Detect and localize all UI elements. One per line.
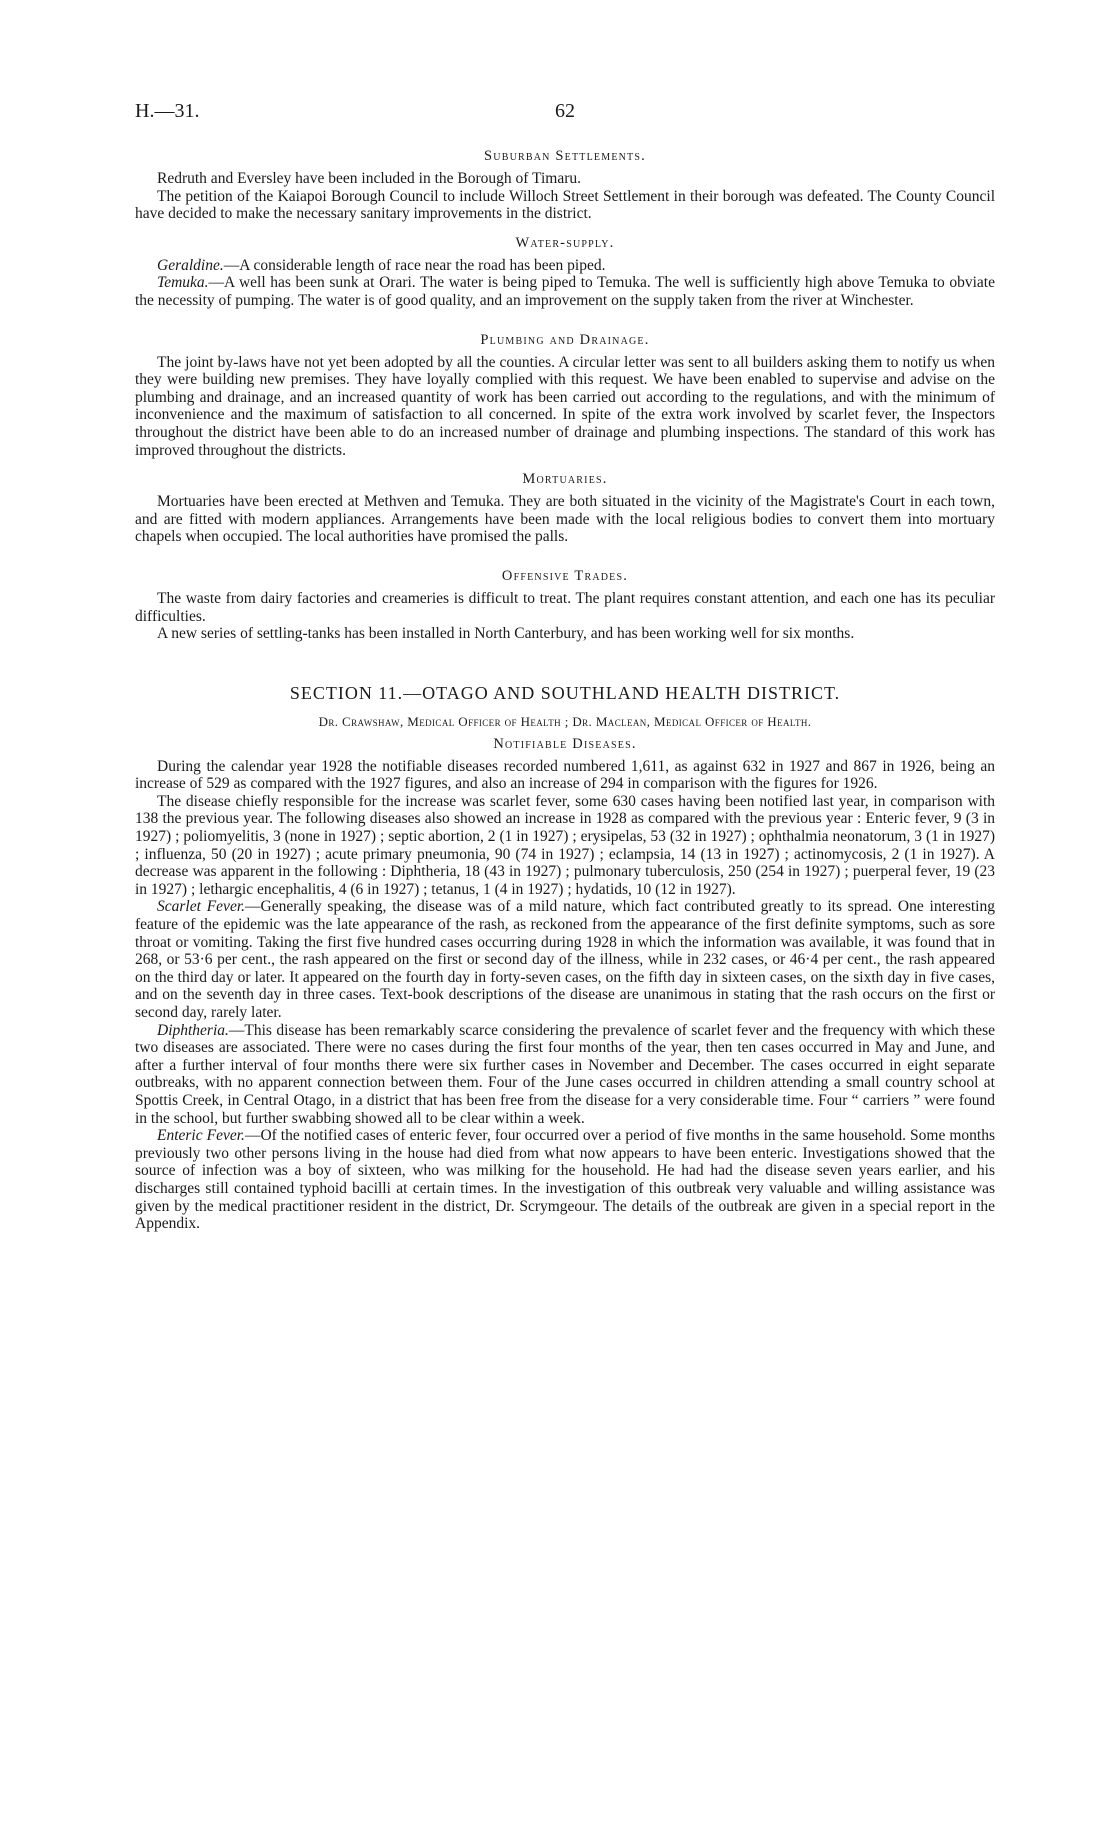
heading-plumbing-drainage: Plumbing and Drainage. — [480, 331, 650, 348]
run-in-heading: Enteric Fever. — [157, 1127, 245, 1145]
paragraph-text: —A well has been sunk at Orari. The water is being piped to Temuka. The well is sufficiently high above Temuka to obviate the necessity of pumping. The water is of good quality, and an improvement on the supply taken from the river at Winchester. — [135, 274, 995, 309]
heading-mortuaries: Mortuaries. — [522, 471, 608, 488]
run-in-heading: Diphtheria. — [157, 1021, 229, 1039]
paragraph-text: —This disease has been remarkably scarce considering the prevalence of scarlet fever and the frequency with which these two diseases are associated. There were no cases during the first four months of the year, then ten cases occurred in May and June, and after a further interval of four months there were six further cases in November and December. The cases occurred in eight separate outbreaks, with no apparent connection between them. Four of the June cases occurred in children attending a small country school at Spottis Creek, in Central Otago, in a district that has been free from the disease for a very considerable time. Four “ carriers ” were found in the school, but further swabbing showed all to be clear within a week. — [135, 1021, 995, 1127]
paragraph — [135, 898, 995, 1021]
heading-offensive-trades: Offensive Trades. — [501, 567, 629, 584]
paragraph: Redruth and Eversley have been included in the Borough of Timaru. — [157, 170, 582, 187]
paragraph: Mortuaries have been erected at Methven and Temuka. They are both situated in the vicinity of the Magistrate's Court in each town, and are fitted with modern appliances. Arrangements have been made with the local religious bodies to convert them into mortuary chapels when occupied. The local authorities have promised the palls. — [135, 493, 995, 546]
paragraph — [135, 257, 995, 275]
paragraph: During the calendar year 1928 the notifiable diseases recorded numbered 1,611, as against 632 in 1927 and 867 in 1926, being an increase of 529 as compared with the 1927 figures, and also an increase of 294 in comparison with the figures for 1926. — [135, 757, 995, 793]
heading-suburban-settlements: Suburban Settlements. — [484, 148, 646, 164]
paragraph: The joint by-laws have not yet been adopted by all the counties. A circular letter was sent to all builders asking them to notify us when they were building new premises. They have loyally complied with this request. We have been enabled to supervise and advise on the plumbing and drainage, and an increased quantity of work has been carried out according to the regulations, and with the minimum of inconvenience and the maximum of satisfaction to all concerned. In spite of the extra work involved by scarlet fever, the Inspectors throughout the district have been able to do an increased number of drainage and plumbing inspections. The standard of this work has improved throughout the districts. — [135, 353, 995, 459]
paragraph-text: —A considerable length of race near the road has been piped. — [223, 256, 606, 274]
running-header — [135, 100, 995, 134]
paragraph-text: —Of the notified cases of enteric fever, four occurred over a period of five months in the same household. Some months previously two other persons living in the house had died from what now appears to have been enteric. Investigations showed that the source of infection was a boy of sixteen, who was milking for the household. He had had the disease seven years earlier, and his discharges still contained typhoid bacilli at certain times. In the investigation of this outbreak very valuable and willing assistance was given by the medical practitioner resident in the district, Dr. Scrymgeour. The details of the outbreak are given in a special report in the Appendix. — [135, 1127, 996, 1233]
paragraph: A new series of settling-tanks has been installed in North Canterbury, and has been working well for six months. — [157, 625, 855, 643]
medical-officers-line: Dr. Crawshaw, Medical Officer of Health ; Dr. Maclean, Medical Officer of Health. — [318, 713, 812, 729]
paragraph: The disease chiefly responsible for the increase was scarlet fever, some 630 cases having been notified last year, in comparison with 138 the previous year. The following diseases also showed an increase in 1928 as compared with the previous year : Enteric fever, 9 (3 in 1927) ; poliomyelitis, 3 (none in 1927) ; septic abortion, 2 (1 in 1927) ; erysipelas, 53 (32 in 1927) ; ophthalmia neonatorum, 3 (1 in 1927) ; influenza, 50 (20 in 1927) ; acute primary pneumonia, 90 (74 in 1927) ; eclampsia, 14 (13 in 1927) ; actinomycosis, 2 (1 in 1927). A decrease was apparent in the following : Diphtheria, 18 (43 in 1927) ; pulmonary tuberculosis, 250 (254 in 1927) ; puerperal fever, 19 (23 in 1927) ; lethargic encephalitis, 4 (6 in 1927) ; tetanus, 1 (4 in 1927) ; hydatids, 10 (12 in 1927). — [135, 792, 995, 898]
heading-water-supply: Water-supply. — [515, 234, 615, 251]
document-page — [135, 0, 995, 1233]
paragraph-text: —Generally speaking, the disease was of a mild nature, which fact contributed greatly to its spread. One interesting feature of the epidemic was the late appearance of the rash, as reckoned from the appearance of the first definite symptoms, such as sore throat or vomiting. Taking the first five hundred cases occurring during 1928 in which the information was available, it was found that in 268, or 53·6 per cent., the rash appeared on the first or second day of the illness, while in 232 cases, or 46·4 per cent., the rash appeared on the third day or later. It appeared on the fourth day in forty-seven cases, on the fifth day in sixteen cases, on the sixth day in five cases, and on the seventh day in three cases. Text-book descriptions of the disease are unanimous in stating that the rash occurs on the first or second day, rarely later. — [135, 898, 995, 1021]
paragraph — [135, 274, 995, 309]
page-number: 62 — [555, 100, 575, 122]
paragraph — [135, 1127, 995, 1233]
run-in-heading: Temuka. — [157, 274, 209, 292]
paragraph: The petition of the Kaiapoi Borough Council to include Willoch Street Settlement in their borough was defeated. The County Council have decided to make the necessary sanitary improvements in the district. — [135, 187, 995, 223]
section-title: SECTION 11.—OTAGO AND SOUTHLAND HEALTH DISTRICT. — [289, 682, 841, 703]
run-in-heading: Geraldine. — [157, 256, 224, 274]
heading-notifiable-diseases: Notifiable Diseases. — [493, 735, 637, 752]
paragraph — [135, 1022, 995, 1128]
document-reference: H.—31. — [135, 100, 200, 122]
paragraph: The waste from dairy factories and creameries is difficult to treat. The plant requires constant attention, and each one has its peculiar difficulties. — [135, 589, 995, 625]
run-in-heading: Scarlet Fever. — [157, 898, 246, 916]
